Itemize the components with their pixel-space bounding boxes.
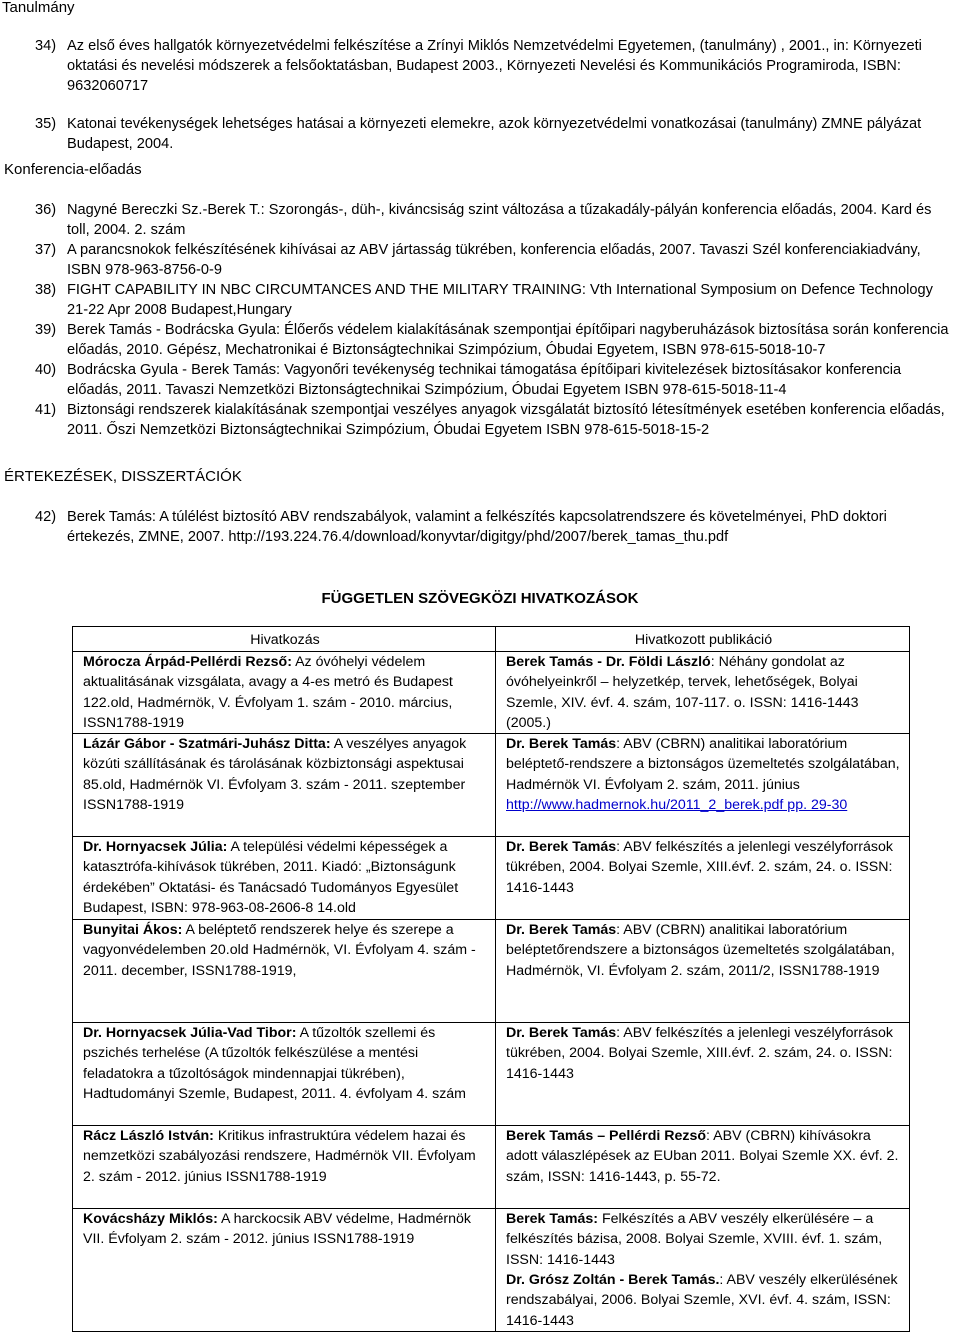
item-text: Berek Tamás: A túlélést biztosító ABV rendszabályok, valamint a felkészítés kapcsolatrendszere és követelményei, PhD doktori értekezés, ZMNE, 2007. http://193.224.76.4/download/konyvtar/digitgy/phd/2007/berek_tamas_thu.pdf bbox=[67, 509, 887, 545]
cited-authors-2: Dr. Grósz Zoltán - Berek Tamás. bbox=[506, 1272, 720, 1289]
item-text: A parancsnokok felkészítésének kihívásai az ABV jártasság tükrében, konferencia előadás, 2007. Tavaszi Szél konferenciakiadvány, ISBN 978-963-8756-0-9 bbox=[67, 242, 921, 278]
citing-authors: Kovácsházy Miklós: bbox=[83, 1211, 218, 1228]
cited-cell bbox=[496, 734, 910, 837]
table-row bbox=[73, 1023, 910, 1126]
citing-authors: Bunyitai Ákos: bbox=[83, 922, 183, 939]
citing-authors: Mórocza Árpád-Pellérdi Rezső: bbox=[83, 654, 292, 670]
item-text: Berek Tamás - Bodrácska Gyula: Élőerős védelem kialakításának szempontjai építőipari nagyberuházások biztosítása során konferencia előadás, 2010. Gépész, Mechatronikai é Biztonságtechnikai Szimpózium, Óbudai Egyetem, ISBN 978-615-5018-10-7 bbox=[67, 322, 949, 358]
list-item bbox=[0, 200, 960, 240]
citing-cell bbox=[73, 920, 496, 1023]
item-text: Katonai tevékenységek lehetséges hatásai a környezeti elemekre, azok környezetvédelmi vonatkozásai (tanulmány) ZMNE pályázat Budapest, 2004. bbox=[67, 116, 922, 152]
cited-text: : ABV (CBRN) kihívásokra adott válaszlépések az EUban 2011. Bolyai Szemle XX. évf. 2. szám, ISSN: 1416-1443, p. 55-72. bbox=[506, 1128, 899, 1185]
item-text: Az első éves hallgatók környezetvédelmi felkészítése a Zrínyi Miklós Nemzetvédelmi Egyetemen, (tanulmány) , 2001., in: Környezeti oktatási és nevelési módszerek a felsőoktatásban, Budapest 2003., Környezeti Nevelési és Kommunikációs Programiroda, ISBN: 9632060717 bbox=[67, 38, 922, 94]
citing-authors: Dr. Hornyacsek Júlia: bbox=[83, 839, 228, 856]
cited-text: : ABV felkészítés a jelenlegi veszélyforrások tükrében, 2004. Bolyai Szemle, XIII.évf. 2. szám, 24. o. ISSN: 1416-1443 bbox=[506, 839, 893, 896]
cited-cell bbox=[496, 1209, 910, 1332]
citing-text: Az óvóhelyi védelem aktualitásának vizsgálata, avagy a 4-es metró és Budapest 122.old, Hadmérnök, V. Évfolyam 1. szám - 2010. március, ISSN1788-1919 bbox=[83, 654, 453, 731]
cited-cell bbox=[496, 1126, 910, 1209]
cited-cell bbox=[496, 1023, 910, 1126]
citing-cell bbox=[73, 734, 496, 837]
table-row bbox=[73, 734, 910, 837]
conference-list bbox=[0, 200, 960, 440]
citing-authors: Dr. Hornyacsek Júlia-Vad Tibor: bbox=[83, 1025, 297, 1042]
citing-cell bbox=[73, 1023, 496, 1126]
column-header-hivatkozas: Hivatkozás bbox=[73, 627, 496, 652]
table-row bbox=[73, 1209, 910, 1332]
cited-cell bbox=[496, 837, 910, 920]
list-item bbox=[0, 114, 960, 154]
cited-authors: Berek Tamás – Pellérdi Rezső bbox=[506, 1128, 707, 1145]
citing-text: A települési védelmi képességek a katasztrófa-kihívások tükrében, 2011. Kiadó: „Biztonságunk érdekében” Oktatási- és Tanácsadó Tudományos Egyesület Budapest, ISBN: 978-963-08-2606-8 14.old bbox=[83, 839, 459, 917]
item-number: 37) bbox=[35, 242, 57, 258]
cited-text: : ABV (CBRN) analitikai laboratórium beléptetőrendszere a biztonságos üzemeltetés szolgálatában, Hadmérnök, VI. Évfolyam 2. szám, 2011/2, ISSN1788-1919 bbox=[506, 922, 895, 979]
item-text: Nagyné Bereczki Sz.-Berek T.: Szorongás-, düh-, kiváncsiság szint változása a tűzakadály-pályán konferencia előadás, 2004. Kard és toll, 2004. 2. szám bbox=[67, 202, 932, 238]
list-item bbox=[0, 36, 960, 96]
cited-cell bbox=[496, 652, 910, 734]
dissertation-list bbox=[0, 507, 960, 547]
item-number: 35) bbox=[35, 116, 57, 132]
citing-authors: Rácz László István: bbox=[83, 1128, 214, 1145]
cited-text-2: : ABV veszély elkerülésének rendszabályai, 2006. Bolyai Szemle, XVI. évf. 4. szám, ISSN: 1416-1443 bbox=[506, 1272, 898, 1329]
citations-table bbox=[72, 626, 910, 1332]
item-number: 40) bbox=[35, 362, 57, 378]
item-number: 34) bbox=[35, 38, 57, 54]
citing-text: A veszélyes anyagok közúti szállításának és tárolásának közbiztonsági aspektusai 85.old, Hadmérnök VI. Évfolyam 3. szám - 2011. szeptember ISSN1788-1919 bbox=[83, 736, 467, 814]
item-number: 42) bbox=[35, 509, 57, 525]
study-list bbox=[0, 36, 960, 154]
section-title-ertekezesek: ÉRTEKEZÉSEK, DISSZERTÁCIÓK bbox=[4, 468, 242, 485]
cited-cell bbox=[496, 920, 910, 1023]
citing-cell bbox=[73, 652, 496, 734]
citations-title: FÜGGETLEN SZÖVEGKÖZI HIVATKOZÁSOK bbox=[321, 590, 639, 607]
citing-cell bbox=[73, 1126, 496, 1209]
item-number: 41) bbox=[35, 402, 57, 418]
list-item bbox=[0, 400, 960, 440]
cited-text: : Néhány gondolat az óvóhelyeinkről – helyzetkép, tervek, lehetőségek, Bolyai Szemle, XIV. évf. 4. szám, 107-117. o. ISSN: 1416-1443 (2005.) bbox=[506, 654, 859, 731]
table-header-row bbox=[73, 627, 910, 652]
citing-text: Kritikus infrastruktúra védelem hazai és nemzetközi szabályozási rendszere, Hadmérnök VII. Évfolyam 2. szám - 2012. június ISSN1788-1919 bbox=[83, 1128, 476, 1185]
section-label-tanulmany: Tanulmány bbox=[2, 0, 75, 16]
table-row bbox=[73, 1126, 910, 1209]
cited-authors: Berek Tamás: bbox=[506, 1211, 599, 1228]
cited-link[interactable]: http://www.hadmernok.hu/2011_2_berek.pdf pp. 29-30 bbox=[506, 797, 848, 814]
cited-authors: Dr. Berek Tamás bbox=[506, 922, 617, 939]
citing-cell bbox=[73, 837, 496, 920]
citing-authors: Lázár Gábor - Szatmári-Juhász Ditta: bbox=[83, 736, 331, 753]
citing-text: A harckocsik ABV védelme, Hadmérnök VII. Évfolyam 2. szám - 2012. június ISSN1788-1919 bbox=[83, 1211, 471, 1248]
cited-text: Felkészítés a ABV veszély elkerülésére – a felkészítés bázisa, 2008. Bolyai Szemle, XVIII. évf. 1. szám, ISSN: 1416-1443 bbox=[506, 1211, 883, 1268]
citing-text: A tűzoltók szellemi és pszichés terhelése (A tűzoltók felkészülése a mentési feladatokra a tűzoltóságok mindennapjai tükrében), Hadtudományi Szemle, Budapest, 2011. 4. évfolyam 4. szám bbox=[83, 1025, 466, 1103]
cited-authors: Berek Tamás - Dr. Földi László bbox=[506, 654, 711, 670]
table-row bbox=[73, 920, 910, 1023]
citing-cell bbox=[73, 1209, 496, 1332]
list-item bbox=[0, 507, 960, 547]
column-header-hivatkozott-publikacio: Hivatkozott publikáció bbox=[496, 627, 910, 652]
cited-authors: Dr. Berek Tamás bbox=[506, 1025, 617, 1042]
list-item bbox=[0, 280, 960, 320]
cited-authors: Dr. Berek Tamás bbox=[506, 736, 617, 753]
citing-text: A beléptető rendszerek helye és szerepe a vagyonvédelemben 20.old Hadmérnök, VI. Évfolyam 4. szám - 2011. december, ISSN1788-1919, bbox=[83, 922, 476, 979]
section-title-konferencia: Konferencia-előadás bbox=[4, 161, 142, 178]
table-row bbox=[73, 837, 910, 920]
cited-text: : ABV (CBRN) analitikai laboratórium beléptető-rendszere a biztonságos üzemeltetés szolgálatában, Hadmérnök VI. Évfolyam 2. szám, 2011. június bbox=[506, 736, 900, 793]
item-number: 36) bbox=[35, 202, 57, 218]
cited-text: : ABV felkészítés a jelenlegi veszélyforrások tükrében, 2004. Bolyai Szemle, XIII.évf. 2. szám, 24. o. ISSN: 1416-1443 bbox=[506, 1025, 893, 1082]
item-number: 38) bbox=[35, 282, 57, 298]
item-text: Bodrácska Gyula - Berek Tamás: Vagyonőri tevékenység technikai támogatása építőipari kivitelezések biztosításakor konferencia előadás, 2011. Tavaszi Nemzetközi Biztonságtechnikai Szimpózium, Óbudai Egyetem ISBN 978-615-5018-11-4 bbox=[67, 362, 902, 398]
item-text: FIGHT CAPABILITY IN NBC CIRCUMTANCES AND THE MILITARY TRAINING: Vth International Symposium on Defence Technology 21-22 Apr 2008 Budapest,Hungary bbox=[67, 282, 933, 318]
list-item bbox=[0, 320, 960, 360]
table-row bbox=[73, 652, 910, 734]
cited-authors: Dr. Berek Tamás bbox=[506, 839, 617, 856]
item-number: 39) bbox=[35, 322, 57, 338]
list-item bbox=[0, 240, 960, 280]
list-item bbox=[0, 360, 960, 400]
item-text: Biztonsági rendszerek kialakításának szempontjai veszélyes anyagok vizsgálatát biztosító létesítmények esetében konferencia előadás, 2011. Őszi Nemzetközi Biztonságtechnikai Szimpózium, Óbudai Egyetem ISBN 978-615-5018-15-2 bbox=[67, 402, 945, 438]
